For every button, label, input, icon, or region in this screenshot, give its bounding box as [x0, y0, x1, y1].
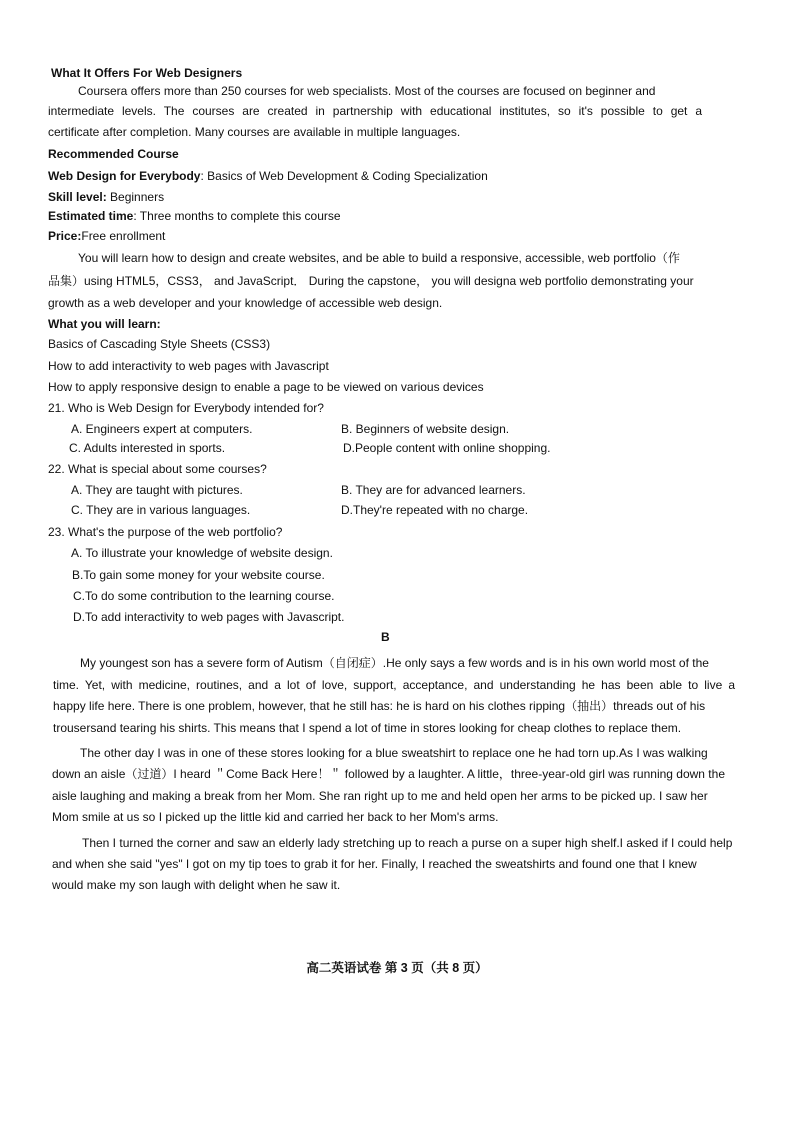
option-b: B.To gain some money for your website course. — [72, 568, 325, 582]
page-footer: 高二英语试卷 第 3 页（共 8 页） — [306, 961, 488, 975]
course-value: : Basics of Web Development & Coding Specialization — [200, 169, 488, 183]
desc-line: 品集）using HTML5，CSS3， and JavaScript． During the capstone， you will designa web portfolio demonstrating your — [48, 274, 694, 288]
skill-label: Skill level: — [48, 190, 107, 204]
desc-line: growth as a web developer and your knowledge of accessible web design. — [48, 296, 443, 310]
option-a: A. To illustrate your knowledge of website design. — [71, 546, 333, 560]
question-stem: 22. What is special about some courses? — [48, 462, 267, 476]
paragraph-line: down an aisle（过道）I heard ＂Come Back Here！＂ followed by a laughter. A little，three-year-old girl was running down the — [52, 767, 725, 781]
course-line — [48, 168, 488, 184]
option-b: B. Beginners of website design. — [341, 422, 510, 436]
intro-line: certificate after completion. Many courses are available in multiple languages. — [48, 125, 461, 139]
paragraph-line: trousersand tearing his shirts. This means that I spend a lot of time in stores looking for cheap clothes to replace them. — [53, 721, 682, 735]
price-line — [48, 228, 165, 244]
time-line — [48, 208, 341, 224]
option-c: C. They are in various languages. — [71, 503, 251, 517]
paragraph-line: happy life here. There is one problem, however, that he still has: he is hard on his clothes ripping（抽出）threads out of his — [53, 699, 706, 713]
option-a: A. They are taught with pictures. — [71, 483, 243, 497]
course-label: Web Design for Everybody — [48, 169, 201, 183]
recommended-heading: Recommended Course — [48, 147, 179, 161]
section-heading: What It Offers For Web Designers — [51, 66, 243, 80]
paragraph-line: and when she said "yes" I got on my tip toes to grab it for her. Finally, I reached the sweatshirts and found one that I knew — [52, 857, 697, 871]
section-b-title: B — [381, 630, 390, 644]
paragraph-line: aisle laughing and making a break from her Mom. She ran right up to me and held open her arms to be picked up. I saw her — [52, 789, 708, 803]
option-d: D.To add interactivity to web pages with Javascript. — [73, 610, 345, 624]
paragraph-line: time. Yet, with medicine, routines, and a lot of love, support, acceptance, and understanding he has been able to live a — [53, 678, 735, 692]
paragraph-line: My youngest son has a severe form of Autism（自闭症）.He only says a few words and is in his own world most of the — [80, 656, 709, 670]
option-d: D.People content with online shopping. — [343, 441, 551, 455]
paragraph-line: Mom smile at us so I picked up the little kid and carried her back to her Mom's arms. — [52, 810, 499, 824]
skill-value: Beginners — [106, 190, 165, 204]
option-c: C. Adults interested in sports. — [69, 441, 226, 455]
paragraph-line: Then I turned the corner and saw an elderly lady stretching up to reach a purse on a super high shelf.I asked if I could help — [82, 836, 733, 850]
option-a: A. Engineers expert at computers. — [71, 422, 253, 436]
price-label: Price: — [48, 229, 82, 243]
paragraph-line: The other day I was in one of these stores looking for a blue sweatshirt to replace one he had torn up.As I was walking — [80, 746, 708, 760]
time-label: Estimated time — [48, 209, 134, 223]
learn-item: How to apply responsive design to enable a page to be viewed on various devices — [48, 380, 484, 394]
learn-heading: What you will learn: — [48, 317, 161, 331]
desc-line: You will learn how to design and create websites, and be able to build a responsive, accessible, web portfolio（作 — [78, 251, 680, 265]
option-d: D.They're repeated with no charge. — [341, 503, 529, 517]
learn-item: Basics of Cascading Style Sheets (CSS3) — [48, 337, 271, 351]
question-stem: 21. Who is Web Design for Everybody intended for? — [48, 401, 324, 415]
skill-line — [48, 189, 164, 205]
learn-item: How to add interactivity to web pages with Javascript — [48, 359, 329, 373]
option-c: C.To do some contribution to the learning course. — [73, 589, 335, 603]
intro-line: intermediate levels. The courses are created in partnership with educational institutes, so it's possible to get a — [48, 104, 702, 118]
question-stem: 23. What's the purpose of the web portfolio? — [48, 525, 283, 539]
time-value: : Three months to complete this course — [133, 209, 341, 223]
price-value: Free enrollment — [81, 229, 166, 243]
option-b: B. They are for advanced learners. — [341, 483, 526, 497]
intro-line: Coursera offers more than 250 courses for web specialists. Most of the courses are focused on beginner and — [78, 84, 656, 98]
paragraph-line: would make my son laugh with delight when he saw it. — [52, 878, 341, 892]
